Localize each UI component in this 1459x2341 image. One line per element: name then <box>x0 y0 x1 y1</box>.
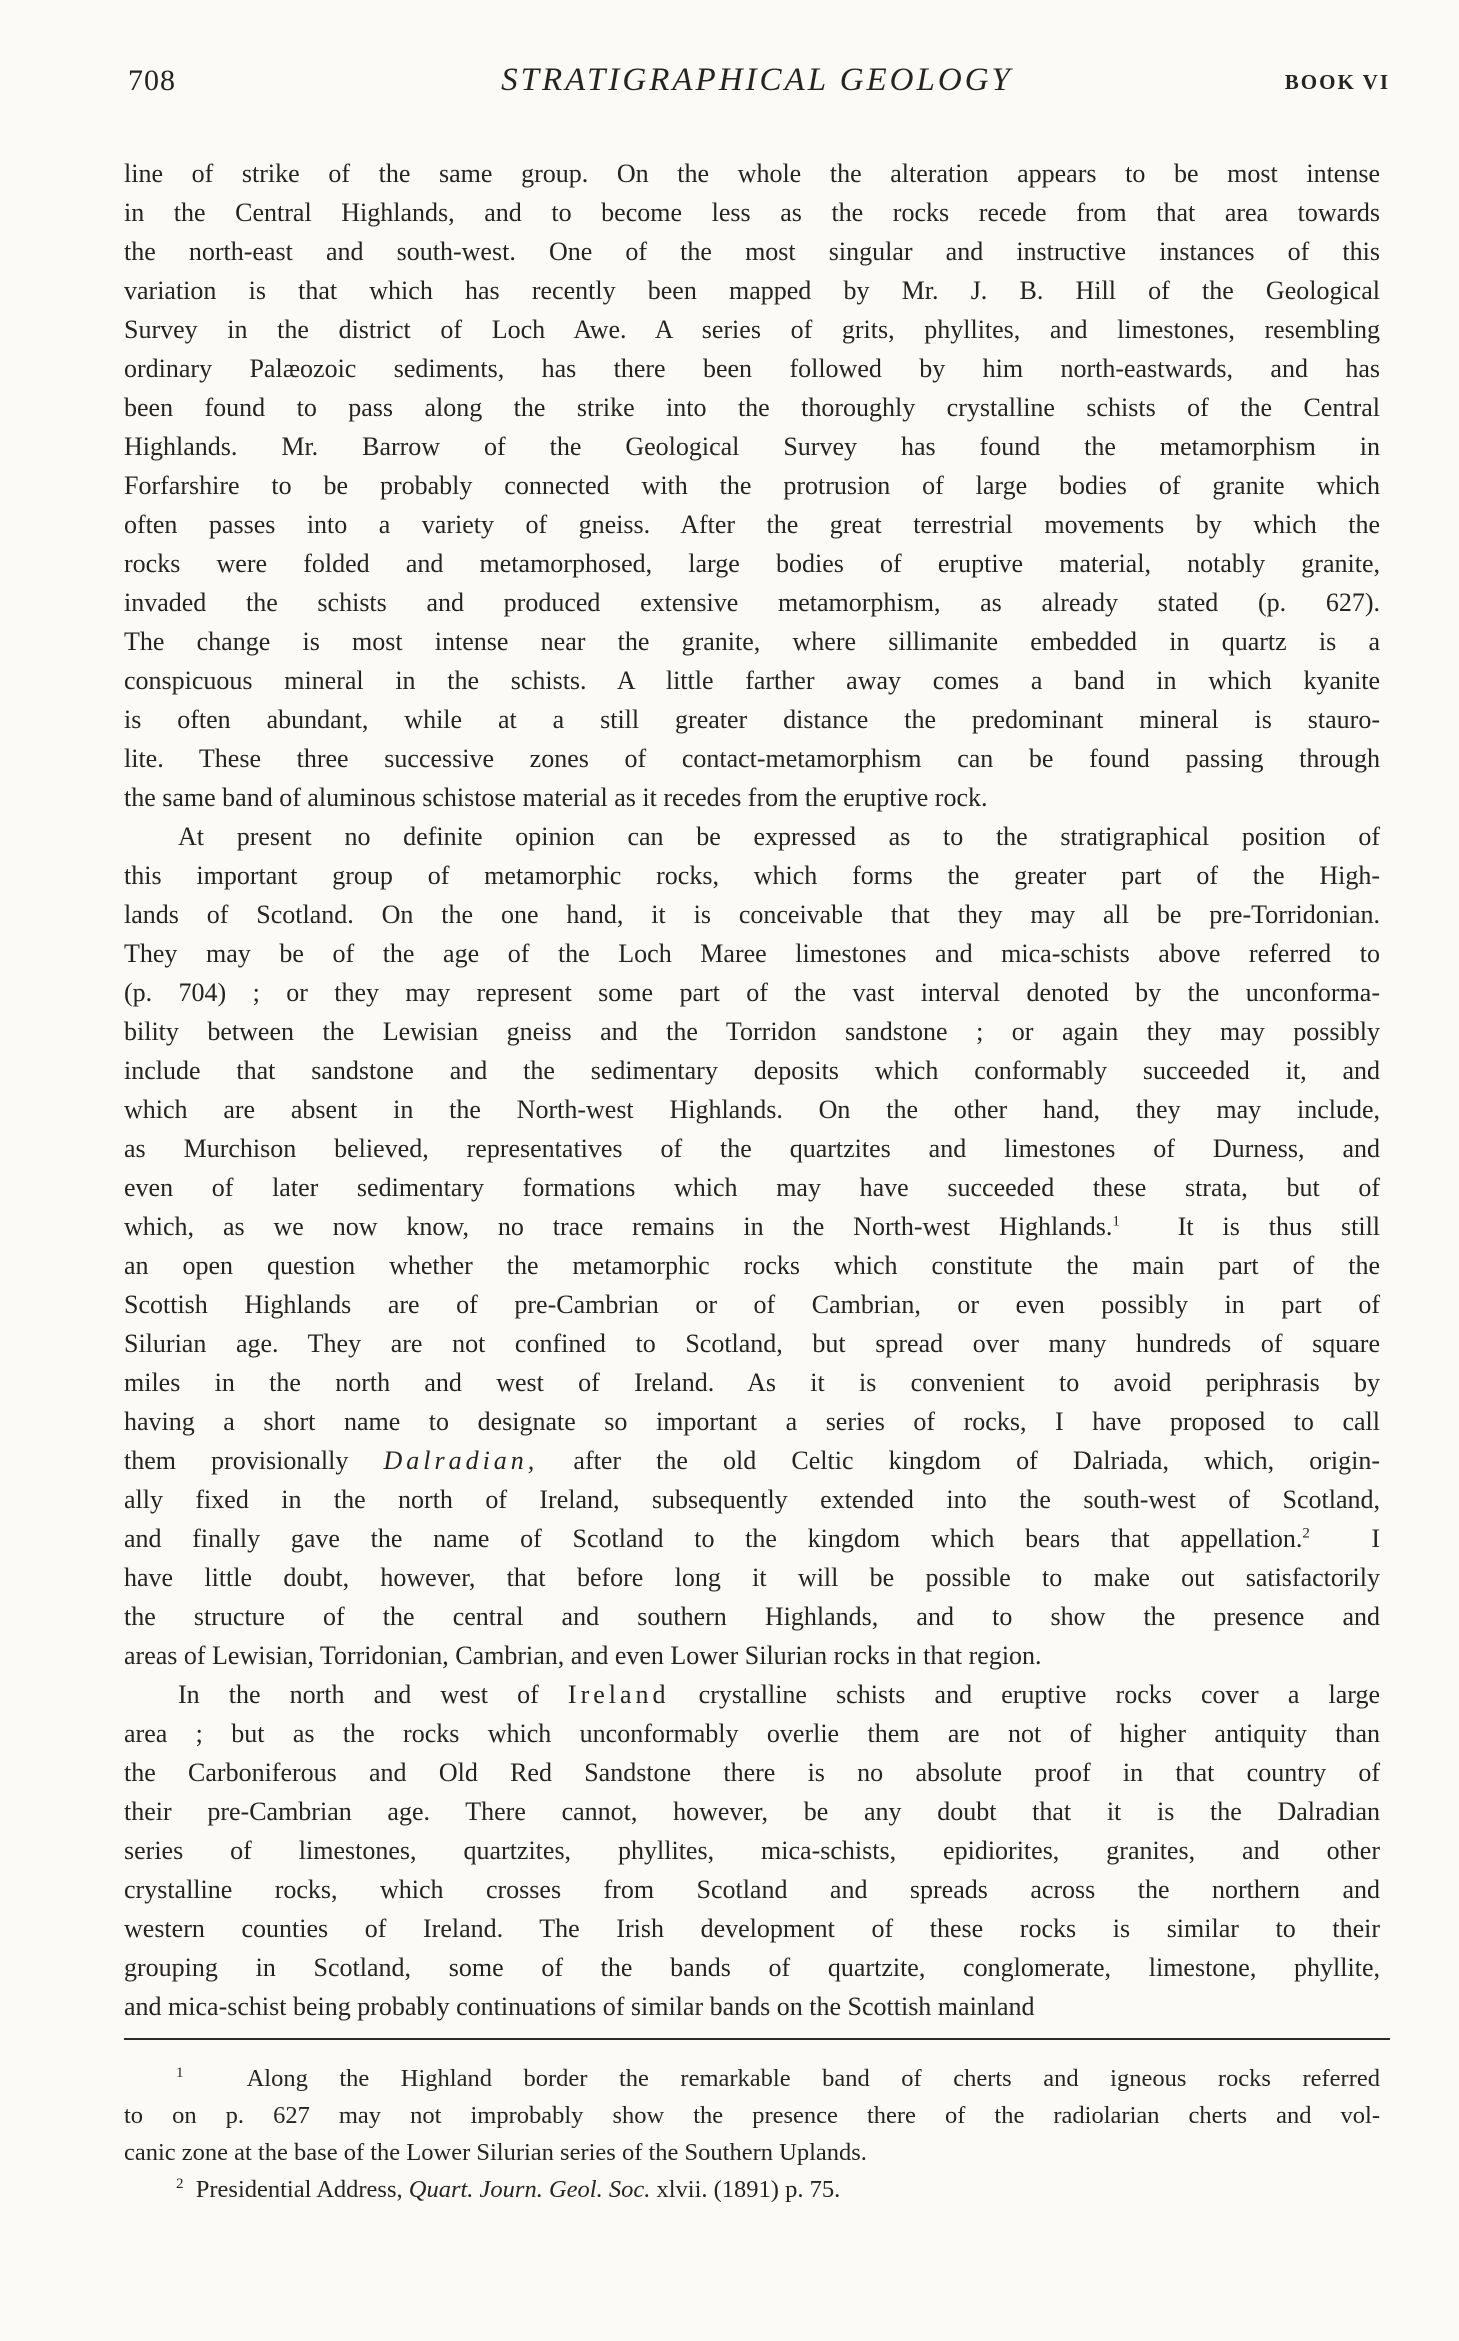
line-text: crystalline schists and eruptive rocks cover a large <box>698 1680 1380 1709</box>
running-title: STRATIGRAPHICAL GEOLOGY <box>501 62 1013 98</box>
text-line: been found to pass along the strike into the thoroughly crystalline schists of the Central <box>124 393 1380 422</box>
footnote-1 <box>124 2060 1380 2097</box>
text-line: the same band of aluminous schistose material as it recedes from the eruptive rock. <box>124 783 988 812</box>
text-line: include that sandstone and the sedimentary deposits which conformably succeeded it, and <box>124 1056 1380 1085</box>
text-line: western counties of Ireland. The Irish development of these rocks is similar to their <box>124 1914 1380 1943</box>
text-line: lite. These three successive zones of contact-metamorphism can be found passing through <box>124 744 1380 773</box>
footnote-ref: 2 <box>1302 1525 1310 1542</box>
term-dalradian: Dalradian, <box>383 1446 539 1475</box>
text-line: invaded the schists and produced extensive metamorphism, as already stated (p. 627). <box>124 588 1380 617</box>
footnote-text: Along the Highland border the remarkable band of cherts and igneous rocks referred <box>246 2065 1380 2092</box>
footnote-line: canic zone at the base of the Lower Silurian series of the Southern Uplands. <box>124 2139 867 2166</box>
line-text: It is thus still <box>1177 1212 1381 1241</box>
footnotes <box>124 2060 1380 2208</box>
text-line: lands of Scotland. On the one hand, it is conceivable that they may all be pre-Torridonian. <box>124 900 1380 929</box>
line-text: and finally gave the name of Scotland to the kingdom which bears that appellation. <box>124 1524 1303 1553</box>
text-line: the Carboniferous and Old Red Sandstone there is no absolute proof in that country of <box>124 1758 1380 1787</box>
text-line: crystalline rocks, which crosses from Scotland and spreads across the northern and <box>124 1875 1380 1904</box>
text-line: their pre-Cambrian age. There cannot, however, be any doubt that it is the Dalradian <box>124 1797 1380 1826</box>
footnote-line: to on p. 627 may not improbably show the presence there of the radiolarian cherts and vol- <box>124 2102 1380 2129</box>
text-line: ally fixed in the north of Ireland, subsequently extended into the south-west of Scotland, <box>124 1485 1380 1514</box>
line-text: I <box>1371 1524 1380 1553</box>
book-label: BOOK VI <box>1284 70 1390 94</box>
text-line: as Murchison believed, representatives of the quartzites and limestones of Durness, and <box>124 1134 1380 1163</box>
text-line: Survey in the district of Loch Awe. A series of grits, phyllites, and limestones, resembling <box>124 315 1380 344</box>
text-line: this important group of metamorphic rocks, which forms the greater part of the High- <box>124 861 1380 890</box>
text-line: area ; but as the rocks which unconformably overlie them are not of higher antiquity than <box>124 1719 1380 1748</box>
paragraph-start-line: At present no definite opinion can be expressed as to the stratigraphical position of <box>178 822 1380 851</box>
text-line: ordinary Palæozoic sediments, has there been followed by him north-eastwards, and has <box>124 354 1380 383</box>
text-line: have little doubt, however, that before long it will be possible to make out satisfactorily <box>124 1563 1380 1592</box>
line-text: after the old Celtic kingdom of Dalriada, which, origin- <box>573 1446 1380 1475</box>
text-line: conspicuous mineral in the schists. A little farther away comes a band in which kyanite <box>124 666 1380 695</box>
text-line: rocks were folded and metamorphosed, large bodies of eruptive material, notably granite, <box>124 549 1380 578</box>
paragraph-start-line <box>124 1675 1380 1714</box>
text-line: often passes into a variety of gneiss. After the great terrestrial movements by which the <box>124 510 1380 539</box>
footnote-divider <box>124 2038 1390 2040</box>
footnote-text: xlvii. (1891) p. 75. <box>656 2176 841 2203</box>
text-line: variation is that which has recently been mapped by Mr. J. B. Hill of the Geological <box>124 276 1380 305</box>
page-number: 708 <box>128 64 176 97</box>
line-text: In the north and west of <box>178 1680 539 1709</box>
line-text: which, as we now know, no trace remains in the North-west Highlands. <box>124 1212 1113 1241</box>
main-text <box>124 154 1380 2026</box>
line-text: them provisionally <box>124 1446 349 1475</box>
footnote-text: Presidential Address, <box>195 2176 403 2203</box>
text-line <box>124 1441 1380 1480</box>
text-line: which are absent in the North-west Highlands. On the other hand, they may include, <box>124 1095 1380 1124</box>
text-line: (p. 704) ; or they may represent some part of the vast interval denoted by the unconforma- <box>124 978 1380 1007</box>
text-line: Scottish Highlands are of pre-Cambrian or of Cambrian, or even possibly in part of <box>124 1290 1380 1319</box>
text-line: the north-east and south-west. One of the most singular and instructive instances of this <box>124 237 1380 266</box>
text-line: areas of Lewisian, Torridonian, Cambrian, and even Lower Silurian rocks in that region. <box>124 1641 1042 1670</box>
text-line: grouping in Scotland, some of the bands of quartzite, conglomerate, limestone, phyllite, <box>124 1953 1380 1982</box>
text-line: and mica-schist being probably continuations of similar bands on the Scottish mainland <box>124 1992 1035 2021</box>
text-line <box>124 1519 1380 1558</box>
journal-title: Quart. Journ. Geol. Soc. <box>408 2176 651 2203</box>
text-line: series of limestones, quartzites, phyllites, mica-schists, epidiorites, granites, and other <box>124 1836 1380 1865</box>
text-line: even of later sedimentary formations which may have succeeded these strata, but of <box>124 1173 1380 1202</box>
spaced-word: Ireland <box>567 1680 670 1709</box>
text-line: the structure of the central and southern Highlands, and to show the presence and <box>124 1602 1380 1631</box>
text-line <box>124 1207 1380 1246</box>
text-line: in the Central Highlands, and to become less as the rocks recede from that area towards <box>124 198 1380 227</box>
footnote-ref: 1 <box>1112 1213 1120 1230</box>
running-header <box>124 62 1390 102</box>
footnote-2 <box>124 2171 1380 2208</box>
text-line: They may be of the age of the Loch Maree limestones and mica-schists above referred to <box>124 939 1380 968</box>
text-line: Highlands. Mr. Barrow of the Geological Survey has found the metamorphism in <box>124 432 1380 461</box>
text-line: Silurian age. They are not confined to Scotland, but spread over many hundreds of square <box>124 1329 1380 1358</box>
text-line: is often abundant, while at a still greater distance the predominant mineral is stauro- <box>124 705 1380 734</box>
text-line: The change is most intense near the granite, where sillimanite embedded in quartz is a <box>124 627 1380 656</box>
text-line: line of strike of the same group. On the whole the alteration appears to be most intense <box>124 159 1380 188</box>
footnote-number: 1 <box>176 2064 184 2081</box>
text-line: bility between the Lewisian gneiss and the Torridon sandstone ; or again they may possibly <box>124 1017 1380 1046</box>
text-line: an open question whether the metamorphic rocks which constitute the main part of the <box>124 1251 1380 1280</box>
text-line: miles in the north and west of Ireland. As it is convenient to avoid periphrasis by <box>124 1368 1380 1397</box>
text-line: Forfarshire to be probably connected with the protrusion of large bodies of granite which <box>124 471 1380 500</box>
text-line: having a short name to designate so important a series of rocks, I have proposed to call <box>124 1407 1380 1436</box>
footnote-number: 2 <box>176 2175 184 2192</box>
